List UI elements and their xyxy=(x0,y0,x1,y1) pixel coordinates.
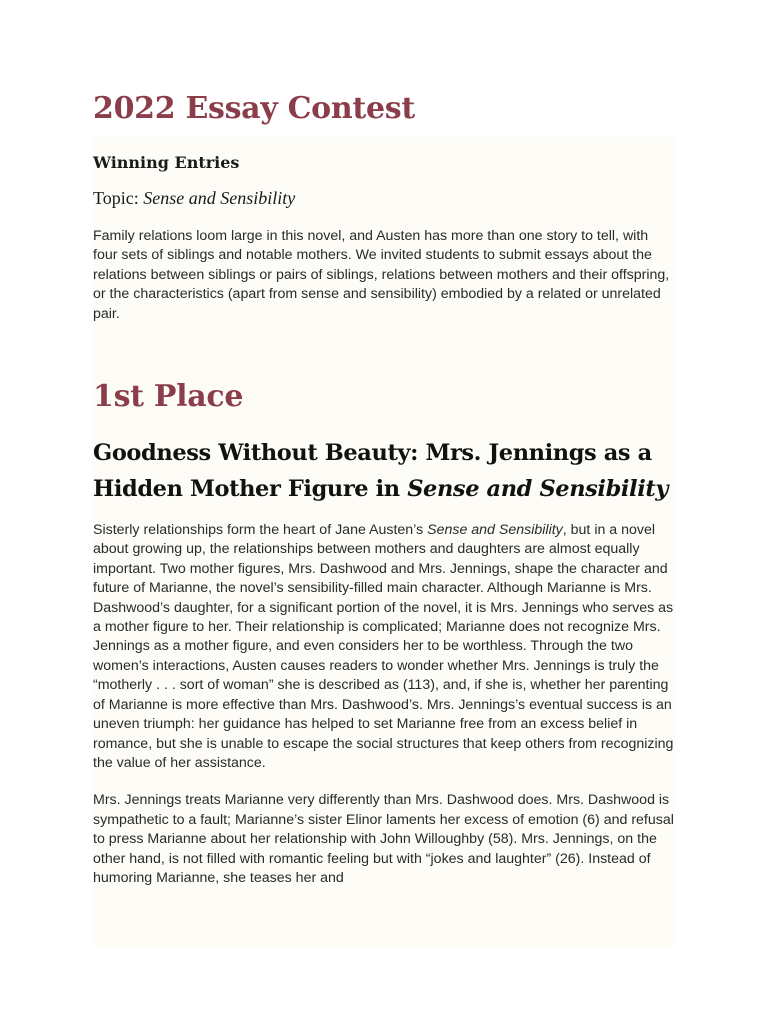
place-heading: 1st Place xyxy=(93,379,244,415)
topic-title: Sense and Sensibility xyxy=(143,188,296,208)
essay-paragraph-2: Mrs. Jennings treats Marianne very differently than Mrs. Dashwood does. Mrs. Dashwood is sympathetic to a fault; Marianne’s sister Elinor laments her excess of emotion (6) and refusal to press Marianne about her relationship with John Willoughby (58). Mrs. Jennings, on the other hand, is not filled with romantic feeling but with “jokes and laughter” (26). Instead of humoring Marianne, she teases her and xyxy=(93,792,674,886)
topic-label: Topic: xyxy=(93,188,144,208)
essay-p1-start: Sisterly relationships form the heart of Jane Austen’s xyxy=(93,522,428,539)
essay-title-italic: Sense and Sensibility xyxy=(407,476,669,503)
essay-paragraph-1 xyxy=(93,521,675,773)
topic-line xyxy=(93,186,675,210)
intro-paragraph: Family relations loom large in this novel, and Austen has more than one story to tell, with four sets of siblings and notable mothers. We invited students to submit essays about the relations between siblings or pairs of siblings, relations between mothers and their offspring, or the characteristics (apart from sense and sensibility) embodied by a related or unrelated pair. xyxy=(93,228,670,322)
essay-p1-italic: Sense and Sensibility xyxy=(427,522,563,539)
essay-p1-rest: , but in a novel about growing up, the relationships between mothers and daughters are almost equally important. Two mother figures, Mrs. Dashwood and Mrs. Jennings, shape the character and future of Marianne, the novel’s sensibility-filled main character. Although Marianne is Mrs. Dashwood’s daughter, for a significant portion of the novel, it is Mrs. Jennings who serves as a mother figure to her. Their relationship is complicated; Marianne does not recognize Mrs. Jennings as a mother figure, and even considers her to be worthless. Through the two women’s interactions, Austen causes readers to wonder whether Mrs. Jennings is truly the “motherly . . . sort of woman” she is described as (113), and, if she is, whether her parenting of Marianne is more effective than Mrs. Dashwood’s. Mrs. Jennings’s eventual success is an uneven triumph: her guidance has helped to set Marianne free from an excess belief in romance, but she is unable to escape the social structures that keep others from recognizing the value of her assistance. xyxy=(93,522,674,771)
article-content xyxy=(93,88,675,888)
winning-entries-heading: Winning Entries xyxy=(93,153,240,172)
essay-title-main: Goodness Without Beauty: Mrs. Jennings as a Hidden Mother Figure in xyxy=(93,440,652,503)
page-title: 2022 Essay Contest xyxy=(93,91,415,126)
essay-title xyxy=(93,435,675,507)
